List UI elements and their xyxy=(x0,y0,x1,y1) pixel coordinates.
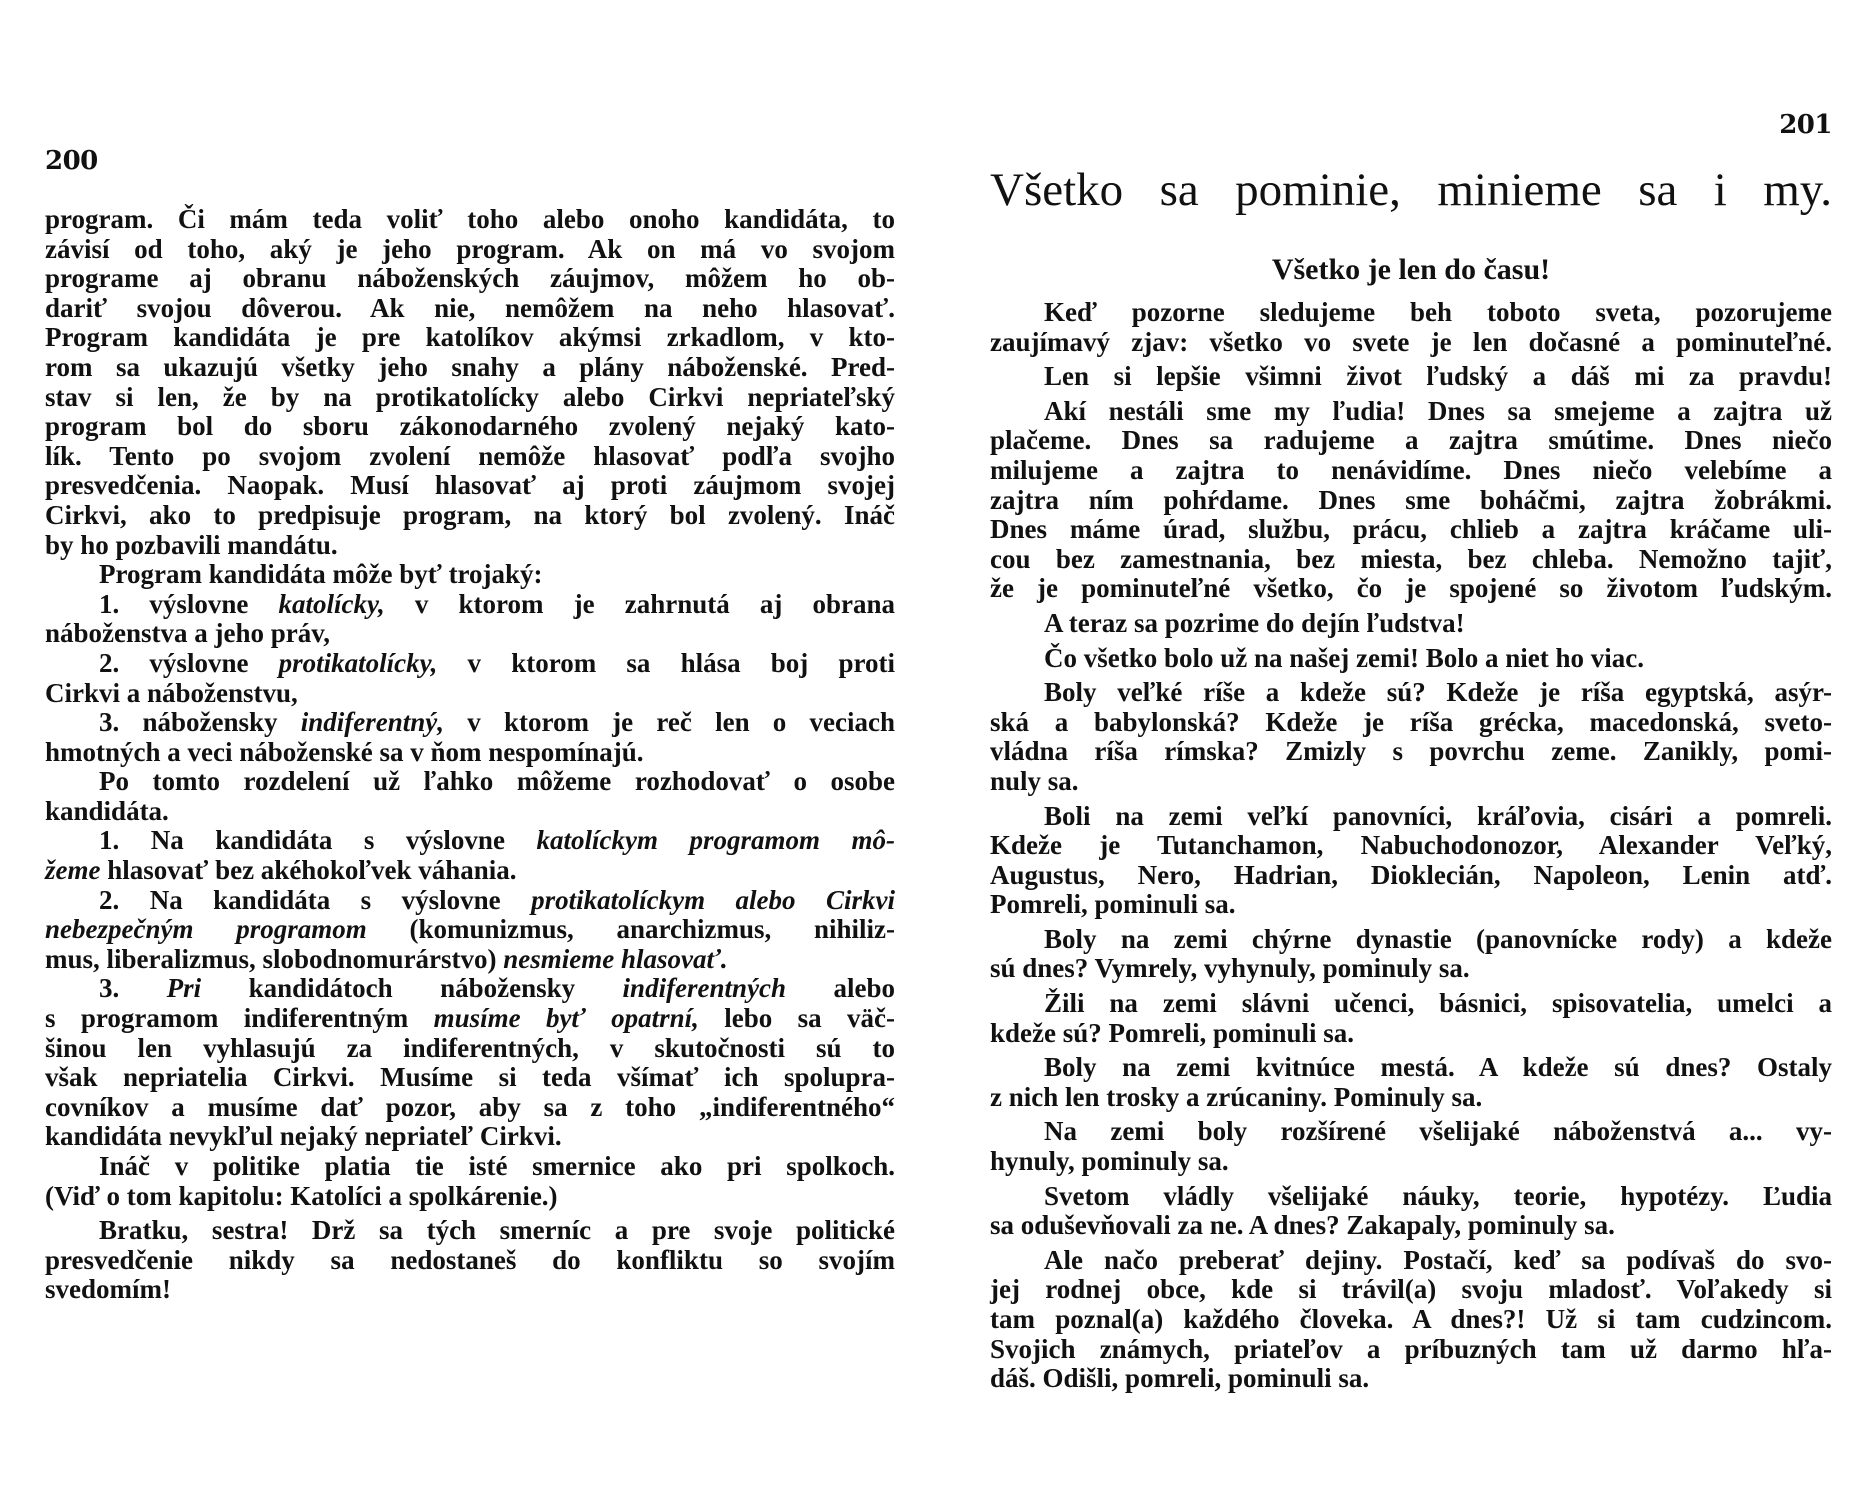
text-line: 3. Pri kandidátoch nábožensky indiferentných alebo xyxy=(99,973,895,1004)
text-line: Svetom vládly všelijaké náuky, teorie, hypotézy. Ľudia xyxy=(1044,1180,1832,1211)
text-line: dáš. Odišli, pomreli, pominuli sa. xyxy=(990,1363,1370,1394)
text-line: hmotných a veci náboženské sa v ňom nespomínajú. xyxy=(45,736,644,767)
text-line: však nepriatelia Cirkvi. Musíme si teda všímať ich spolupra- xyxy=(45,1062,895,1093)
text-line: s programom indiferentným musíme byť opatrní, lebo sa väč- xyxy=(45,1003,895,1034)
text-line: Ináč v politike platia tie isté smernice ako pri spolkoch. xyxy=(99,1151,895,1181)
text-line: 1. výslovne katolícky, v ktorom je zahrnutá aj obrana xyxy=(99,588,895,619)
text-line: kandidáta. xyxy=(45,795,169,826)
text-line: Cirkvi, ako to predpisuje program, na ktorý bol zvolený. Ináč xyxy=(45,499,895,530)
text-line: Program kandidáta je pre katolíkov akýmsi zrkadlom, v kto- xyxy=(45,322,895,353)
text-line: nuly sa. xyxy=(990,765,1079,796)
text-line: kandidáta nevykľul nejaký nepriateľ Cirkvi. xyxy=(45,1121,562,1152)
text-line: ská a babylonská? Kdeže je ríša grécka, macedonská, sveto- xyxy=(990,706,1832,737)
text-line: Na zemi boly rozšírené všelijaké náboženstvá a... vy- xyxy=(1044,1116,1832,1147)
text-line: náboženstva a jeho práv, xyxy=(45,618,331,649)
text-line: lík. Tento po svojom zvolení nemôže hlasovať podľa svojho xyxy=(45,440,895,471)
text-line: presvedčenie nikdy sa nedostaneš do konfliktu so svojím xyxy=(45,1244,895,1275)
text-line: Svojich známych, priateľov a príbuzných tam už darmo hľa- xyxy=(990,1333,1832,1364)
text-line: Dnes máme úrad, službu, prácu, chlieb a zajtra kráčame uli- xyxy=(990,514,1832,545)
page-number: 201 xyxy=(1779,110,1832,140)
text-line: 3. nábožensky indiferentný, v ktorom je reč len o veciach xyxy=(99,707,895,738)
text-line: Program kandidáta môže byť trojaký: xyxy=(99,559,543,590)
page-number: 200 xyxy=(45,146,98,176)
text-line: rom sa ukazujú všetky jeho snahy a plány náboženské. Pred- xyxy=(45,351,895,382)
text-line: presvedčenia. Naopak. Musí hlasovať aj proti záujmom svojej xyxy=(45,470,895,501)
text-line: Boly veľké ríše a kdeže sú? Kdeže je ríša egyptská, asýr- xyxy=(1044,677,1832,708)
chapter-title: Všetko sa pominie, minieme sa i my. xyxy=(990,164,1832,216)
text-line: Boly na zemi chýrne dynastie (panovnícke rody) a kdeže xyxy=(1044,923,1832,954)
text-line: stav si len, že by na protikatolícky alebo Cirkvi nepriateľský xyxy=(45,381,895,412)
text-line: Akí nestáli sme my ľudia! Dnes sa smejeme a zajtra už xyxy=(1044,395,1832,426)
text-line: Kdeže je Tutanchamon, Nabuchodonozor, Alexander Veľký, xyxy=(990,830,1832,861)
text-line: programe aj obranu náboženských záujmov, môžem ho ob- xyxy=(45,263,895,294)
text-line: Len si lepšie všimni život ľudský a dáš mi za pravdu! xyxy=(1044,361,1832,392)
text-line: tam poznal(a) každého človeka. A dnes?! Už si tam cudzincom. xyxy=(990,1304,1832,1334)
text-line: by ho pozbavili mandátu. xyxy=(45,529,338,560)
text-line: Augustus, Nero, Hadrian, Dioklecián, Napoleon, Lenin atď. xyxy=(990,859,1832,890)
text-line: Boly na zemi kvitnúce mestá. A kdeže sú dnes? Ostaly xyxy=(1044,1052,1832,1083)
text-line: závisí od toho, aký je jeho program. Ak on má vo svojom xyxy=(45,233,895,264)
text-line: covníkov a musíme dať pozor, aby sa z toho „indiferentného“ xyxy=(45,1091,895,1122)
text-line: Cirkvi a náboženstvu, xyxy=(45,677,298,708)
text-line: jej rodnej obce, kde si trávil(a) svoju mladosť. Voľakedy si xyxy=(990,1274,1832,1305)
text-line: žeme hlasovať bez akéhokoľvek váhania. xyxy=(45,855,517,886)
text-line: svedomím! xyxy=(45,1274,171,1305)
text-line: mus, liberalizmus, slobodnomurárstvo) nesmieme hlasovať. xyxy=(45,943,728,974)
text-line: z nich len trosky a zrúcaniny. Pominuly sa. xyxy=(990,1081,1483,1112)
text-line: vládna ríša rímska? Zmizly s povrchu zeme. Zanikly, pomi- xyxy=(990,736,1832,767)
page-body-text xyxy=(990,298,1832,1394)
page-body-text xyxy=(45,205,895,1305)
text-line: šinou len vyhlasujú za indiferentných, v skutočnosti sú to xyxy=(45,1032,895,1063)
text-line: Po tomto rozdelení už ľahko môžeme rozhodovať o osobe xyxy=(99,766,895,797)
text-line: 2. výslovne protikatolícky, v ktorom sa hlása boj proti xyxy=(99,647,895,678)
right-page xyxy=(960,0,1862,1500)
text-line: cou bez zamestnania, bez miesta, bez chleba. Nemožno tajiť, xyxy=(990,543,1832,574)
text-line: Čo všetko bolo už na našej zemi! Bolo a niet ho viac. xyxy=(1044,642,1644,673)
text-line: program. Či mám teda voliť toho alebo onoho kandidáta, to xyxy=(45,204,895,234)
text-line: že je pominuteľné všetko, čo je spojené so životom ľudským. xyxy=(990,573,1832,604)
text-line: (Viď o tom kapitolu: Katolíci a spolkárenie.) xyxy=(45,1180,558,1211)
text-line: Ale načo preberať dejiny. Postačí, keď sa podívaš do svo- xyxy=(1044,1244,1832,1275)
text-line: zaujímavý zjav: všetko vo svete je len dočasné a pominuteľné. xyxy=(990,326,1832,357)
text-line: sa oduševňovali za ne. A dnes? Zakapaly, pominuly sa. xyxy=(990,1210,1615,1241)
left-page xyxy=(0,0,930,1500)
text-line: Boli na zemi veľkí panovníci, kráľovia, cisári a pomreli. xyxy=(1044,800,1832,831)
text-line: Pomreli, pominuli sa. xyxy=(990,889,1236,920)
text-line: A teraz sa pozrime do dejín ľudstva! xyxy=(1044,607,1465,638)
text-line: Žili na zemi slávni učenci, básnici, spisovatelia, umelci a xyxy=(1044,988,1832,1019)
text-line: kdeže sú? Pomreli, pominuli sa. xyxy=(990,1017,1355,1048)
text-line: dariť svojou dôverou. Ak nie, nemôžem na neho hlasovať. xyxy=(45,292,895,323)
text-line: plačeme. Dnes sa radujeme a zajtra smútime. Dnes niečo xyxy=(990,425,1832,456)
text-line: 2. Na kandidáta s výslovne protikatolíckym alebo Cirkvi xyxy=(99,884,895,915)
text-line: sú dnes? Vymrely, vyhynuly, pominuly sa. xyxy=(990,953,1470,984)
text-line: Keď pozorne sledujeme beh toboto sveta, pozorujeme xyxy=(1044,297,1832,327)
text-line: program bol do sboru zákonodarného zvolený nejaký kato- xyxy=(45,411,895,442)
text-line: 1. Na kandidáta s výslovne katolíckym programom mô- xyxy=(99,825,896,856)
text-line: milujeme a zajtra to nenávidíme. Dnes niečo velebíme a xyxy=(990,454,1832,485)
chapter-subtitle: Všetko je len do času! xyxy=(1271,253,1551,286)
text-line: hynuly, pominuly sa. xyxy=(990,1146,1229,1177)
text-line: zajtra ním pohŕdame. Dnes sme boháčmi, zajtra žobrákmi. xyxy=(990,484,1832,515)
text-line: Bratku, sestra! Drž sa tých smerníc a pre svoje politické xyxy=(99,1215,895,1246)
text-line: nebezpečným programom (komunizmus, anarchizmus, nihiliz- xyxy=(45,914,895,945)
